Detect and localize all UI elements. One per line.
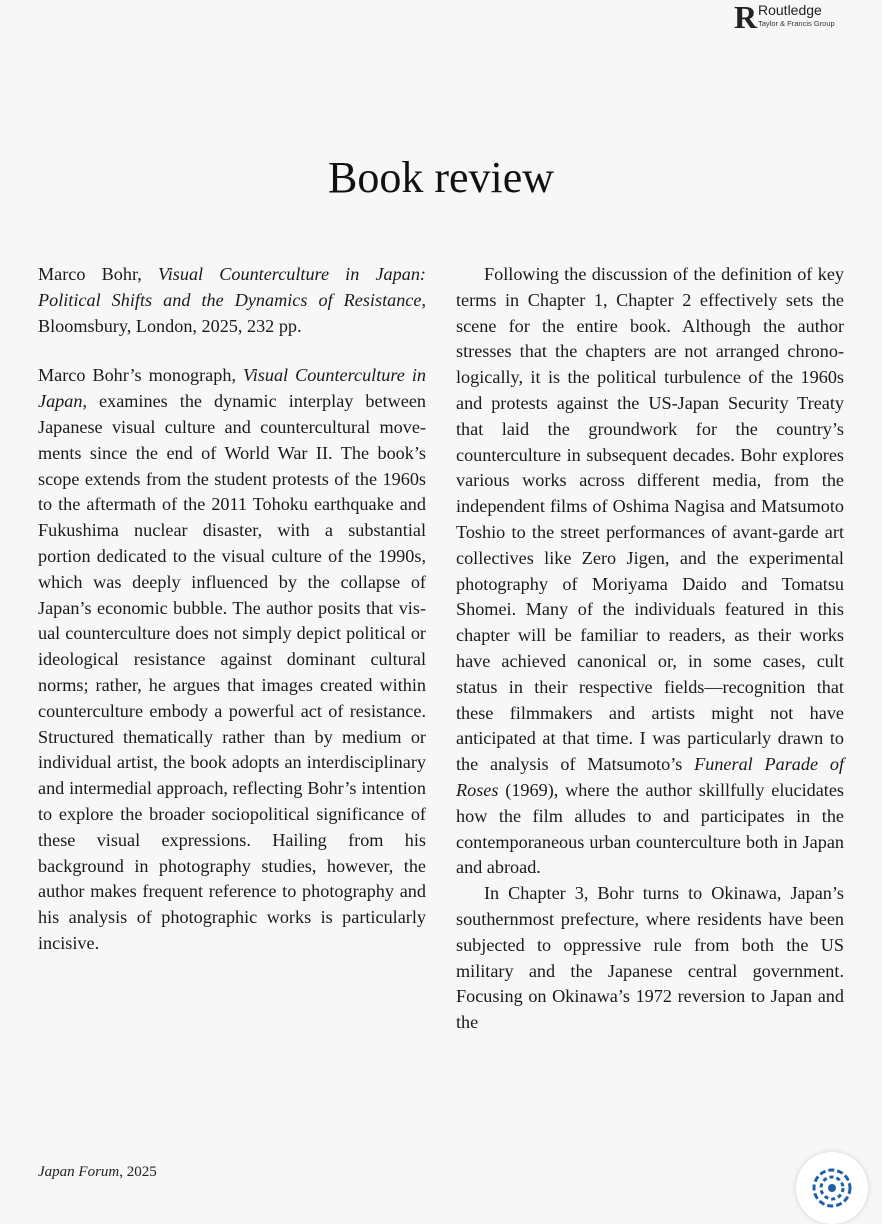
publisher-name: Routledge [758,2,822,18]
ai-assistant-icon [810,1166,854,1210]
citation-book-title: Visual Counterculture in Japan: Political Shifts and the Dynamics of Resistance [38,264,426,310]
ai-assistant-button[interactable] [796,1152,868,1224]
routledge-logo-mark: R [734,0,758,35]
paragraph-text: Marco Bohr’s monograph, [38,365,243,386]
journal-footer [38,1164,157,1181]
citation-author: Marco Bohr, [38,264,158,284]
paragraph-text: Following the discussion of the definition of key terms in Chapter 1, Chapter 2 effectively sets the scene for the entire book. Although the author stresses that the chapters are not arranged chronologically, it is the political turbulence of the 1960s and protests against the US-Japan Security Treaty that laid the groundwork for the country’s counterculture in subsequent decades. Bohr explores various works across different media, from the independent films of Oshima Nagisa and Matsumoto Toshio to the street performances of avant-garde art collectives like Zero Jigen, and the experimental photography of Moriyama Daido and Tomatsu Shomei. Many of the individuals featured in this chapter will be familiar to readers, as their works have achieved canonical or, in some cases, cult status in their respective fields—recognition that these filmmakers and artists might not have anticipated at that time. I was particularly drawn to the analysis of Matsumoto’s [456,264,844,775]
publisher-logo [734,2,880,36]
book-citation [38,262,426,339]
film-title-italic: Funeral Parade of Roses [456,754,844,800]
citation-details: , Bloomsbury, London, 2025, 232 pp. [38,289,426,336]
book-title-italic: Visual Counterculture in Japan [38,365,426,412]
right-column [456,262,844,1036]
review-paragraph [456,881,844,1036]
left-column [38,262,426,957]
paragraph-text: In Chapter 3, Bohr turns to Okinawa, Japan’s southernmost prefecture, where residents have been subjected to oppressive rule from both the US military and the Japanese central government. Focusing on Okinawa’s 1972 reversion to Japan and the [456,883,844,1033]
paragraph-text: , examines the dynamic interplay between Japanese visual culture and countercultural movements since the end of World War II. The book’s scope extends from the student protests of the 1960s to the aftermath of the 2011 Tohoku earthquake and Fukushima nuclear disaster, with a substantial portion dedicated to the visual culture of the 1990s, which was deeply influenced by the collapse of Japan’s economic bubble. The author posits that visual counterculture does not simply depict political or ideological resistance against dominant cultural norms; rather, he argues that images created within counterculture embody a powerful act of resistance. Structured thematically rather than by medium or individual artist, the book adopts an interdisciplinary and intermedial approach, reflecting Bohr’s intention to explore the broader sociopolitical significance of these visual expressions. Hailing from his background in photography studies, however, the author makes frequent reference to photography and his analysis of photographic works is particularly incisive. [38,391,426,953]
page-title: Book review [327,153,555,202]
paragraph-text: (1969), where the author skillfully elucidates how the film alludes to and participates in the contemporaneous urban counterculture both in Japan and abroad. [456,779,844,878]
publisher-subname: Taylor & Francis Group [758,19,835,28]
journal-name: Japan Forum [38,1164,120,1180]
journal-year: , 2025 [119,1164,157,1180]
review-paragraph [38,363,426,956]
review-paragraph [456,262,844,881]
